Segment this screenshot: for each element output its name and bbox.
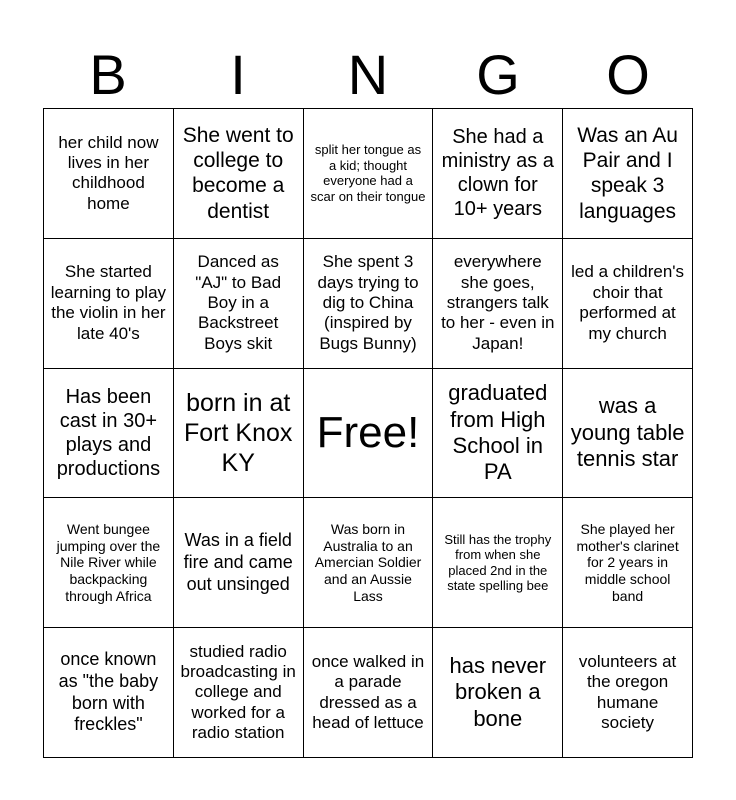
bingo-cell[interactable]: once walked in a parade dressed as a head of lettuce <box>304 628 434 758</box>
bingo-cell[interactable]: once known as "the baby born with freckles" <box>44 628 174 758</box>
bingo-cell[interactable]: volunteers at the oregon humane society <box>563 628 693 758</box>
bingo-cell[interactable]: She played her mother's clarinet for 2 years in middle school band <box>563 498 693 628</box>
bingo-cell[interactable]: split her tongue as a kid; thought everyone had a scar on their tongue <box>304 109 434 239</box>
bingo-cell[interactable]: She started learning to play the violin in her late 40's <box>44 239 174 369</box>
bingo-cell[interactable]: her child now lives in her childhood home <box>44 109 174 239</box>
bingo-cell[interactable]: born in at Fort Knox KY <box>174 369 304 499</box>
bingo-cell[interactable]: She went to college to become a dentist <box>174 109 304 239</box>
bingo-cell[interactable]: has never broken a bone <box>433 628 563 758</box>
free-space-cell[interactable]: Free! <box>304 369 434 499</box>
bingo-cell[interactable]: led a children's choir that performed at my church <box>563 239 693 369</box>
bingo-cell[interactable]: was a young table tennis star <box>563 369 693 499</box>
bingo-cell[interactable]: graduated from High School in PA <box>433 369 563 499</box>
bingo-cell[interactable]: studied radio broadcasting in college and worked for a radio station <box>174 628 304 758</box>
bingo-header <box>43 40 693 108</box>
bingo-cell[interactable]: Was in a field fire and came out unsinged <box>174 498 304 628</box>
header-letter-n: N <box>347 42 389 106</box>
bingo-cell[interactable]: Went bungee jumping over the Nile River while backpacking through Africa <box>44 498 174 628</box>
bingo-grid <box>43 108 693 758</box>
bingo-cell[interactable]: Was born in Australia to an Amercian Soldier and an Aussie Lass <box>304 498 434 628</box>
bingo-cell[interactable]: Has been cast in 30+ plays and productions <box>44 369 174 499</box>
bingo-cell[interactable]: Was an Au Pair and I speak 3 languages <box>563 109 693 239</box>
header-letter-g: G <box>476 42 520 106</box>
bingo-cell[interactable]: Still has the trophy from when she placed 2nd in the state spelling bee <box>433 498 563 628</box>
bingo-cell[interactable]: Danced as "AJ" to Bad Boy in a Backstreet Boys skit <box>174 239 304 369</box>
header-letter-i: I <box>230 42 246 106</box>
header-letter-o: O <box>606 42 650 106</box>
bingo-cell[interactable]: She had a ministry as a clown for 10+ years <box>433 109 563 239</box>
bingo-cell[interactable]: She spent 3 days trying to dig to China (inspired by Bugs Bunny) <box>304 239 434 369</box>
header-letter-b: B <box>89 42 127 106</box>
bingo-cell[interactable]: everywhere she goes, strangers talk to her - even in Japan! <box>433 239 563 369</box>
